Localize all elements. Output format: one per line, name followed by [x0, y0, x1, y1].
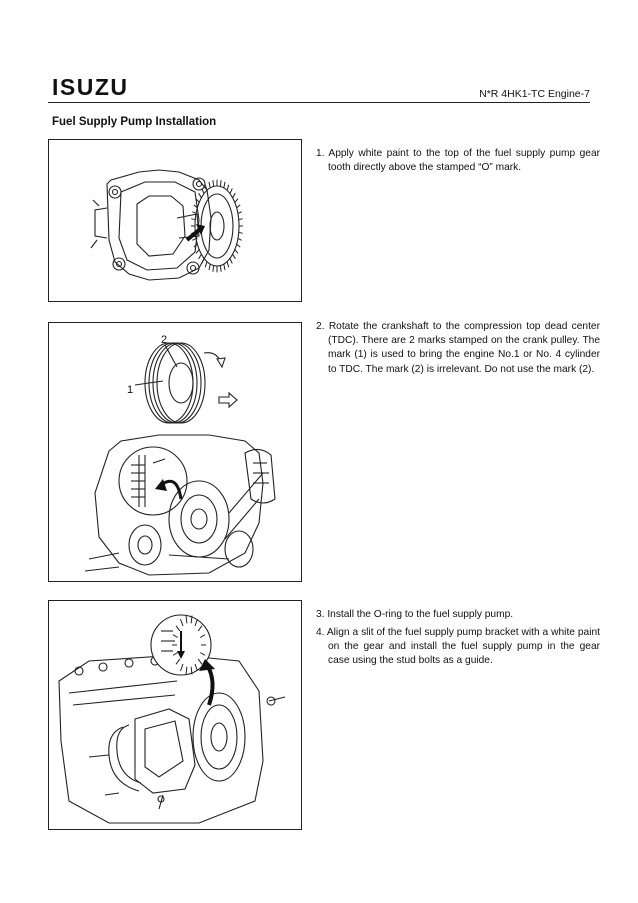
gear-tooth — [220, 266, 221, 272]
gear-tooth — [196, 250, 199, 254]
gear-tooth — [238, 212, 242, 214]
svg-text:ISUZU: ISUZU — [52, 76, 129, 98]
gear-tooth — [230, 258, 232, 263]
step-4 — [316, 626, 600, 669]
gear-tooth — [227, 185, 229, 191]
gear-tooth — [238, 238, 242, 240]
gear-tooth — [205, 262, 207, 268]
gear-tooth — [239, 232, 243, 233]
gear-tooth — [227, 262, 229, 268]
gear-tooth — [237, 244, 241, 247]
gear-tooth — [220, 180, 221, 186]
step-3 — [316, 608, 600, 622]
step-text: Align a slit of the fuel supply pump bracket with a white paint on the gear and install the fuel supply pump in the gear case using the stud bolts as a guide. — [326, 627, 600, 667]
gear-tooth — [233, 193, 236, 198]
label-mark-1: 1 — [127, 384, 134, 396]
isuzu-logo — [52, 76, 154, 98]
gear-tooth — [230, 189, 232, 194]
header-divider — [48, 102, 590, 103]
step-number: 1. — [316, 148, 325, 159]
gear-tooth — [213, 266, 214, 272]
gear-tooth — [239, 219, 243, 220]
gear-tooth — [202, 189, 204, 194]
page-reference: N*R 4HK1-TC Engine-7 — [479, 88, 590, 100]
section-title: Fuel Supply Pump Installation — [52, 116, 217, 128]
step-number: 4. — [316, 627, 325, 638]
gear-tooth — [235, 250, 238, 254]
step-2 — [316, 320, 600, 377]
figure-pump-gear — [48, 139, 302, 302]
pump-install-illustration — [49, 601, 301, 829]
gear-tooth — [199, 254, 202, 258]
gear-tooth — [235, 199, 238, 203]
gear-tooth — [233, 254, 236, 258]
gear-tooth — [213, 180, 214, 186]
gear-tooth — [191, 219, 195, 220]
gear-tooth — [209, 264, 210, 270]
crank-pulley-illustration — [49, 323, 301, 581]
step-text: Rotate the crankshaft to the compression top dead center (TDC). There are 2 marks stamped on the crank pulley. The mark (1) is used to bring the engine No.1 or No. 4 cylinder to TDC. The mark (2) is irrelevant. Do not use the mark (2). — [328, 321, 600, 375]
label-mark-2: 2 — [161, 334, 168, 346]
gear-tooth — [192, 238, 196, 240]
pump-gear-illustration — [49, 140, 301, 301]
gear-tooth — [224, 182, 225, 188]
gear-tooth — [199, 193, 202, 198]
gear-tooth — [237, 205, 241, 208]
gear-tooth — [209, 182, 210, 188]
step-1 — [316, 147, 600, 175]
step-text: Install the O-ring to the fuel supply pump. — [327, 609, 514, 620]
gear-tooth — [202, 258, 204, 263]
gear-tooth — [192, 212, 196, 214]
step-number: 2. — [316, 321, 325, 332]
step-number: 3. — [316, 609, 325, 620]
gear-tooth — [224, 264, 225, 270]
step-text: Apply white paint to the top of the fuel supply pump gear tooth directly above the stamped “O” mark. — [328, 148, 600, 174]
figure-crank-pulley — [48, 322, 302, 582]
figure-pump-install — [48, 600, 302, 830]
